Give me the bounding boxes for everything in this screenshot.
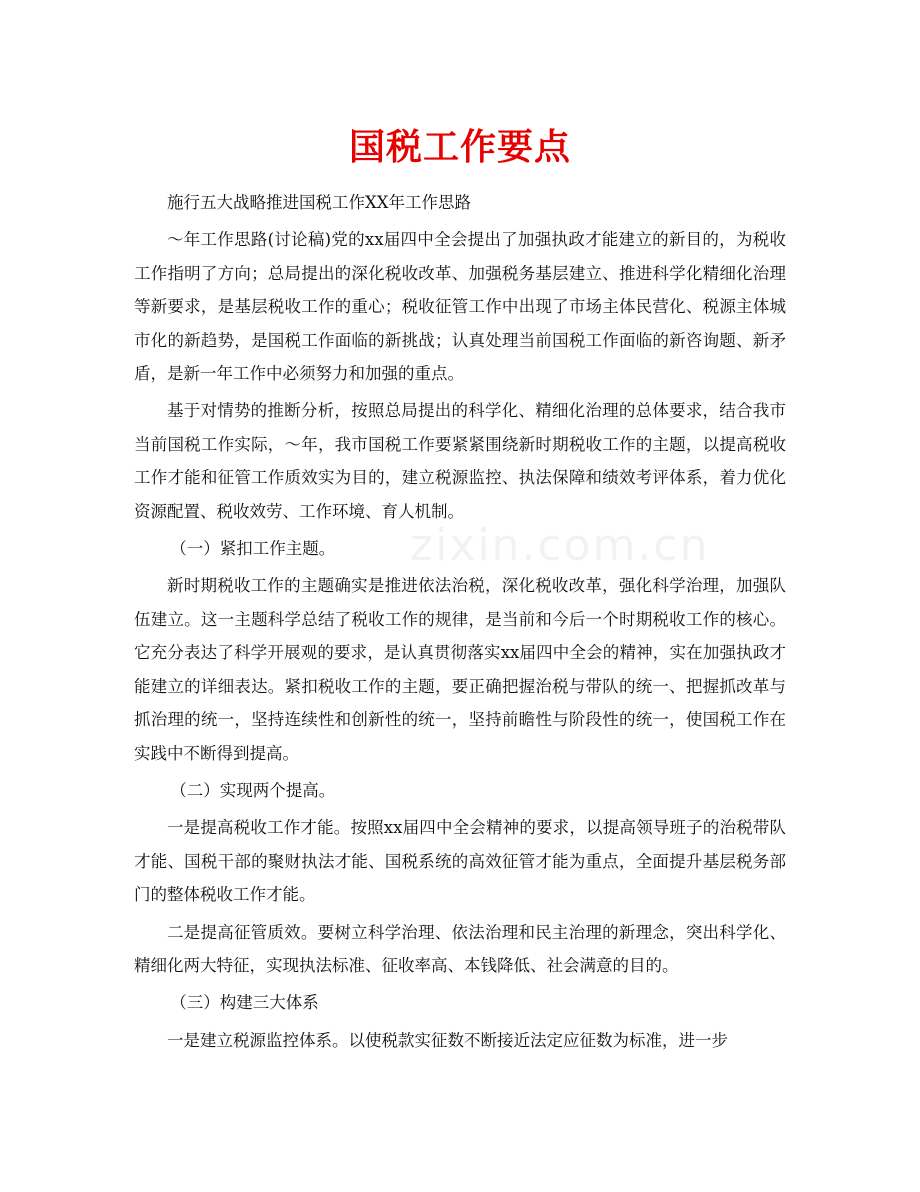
section-heading: （二）实现两个提高。	[170, 780, 336, 800]
paragraph: 新时期税收工作的主题确实是推进依法治税，深化税收改革，强化科学治理，加强队伍建立。这一主题科学总结了税收工作的规律，是当前和今后一个时期税收工作的核心。它充分表达了科学开展观的要求，是认真贯彻落实xx届四中全会的精神，实在加强执政才能建立的详细表达。紧扣税收工作的主题，要正确把握治税与带队的统一、把握抓改革与抓治理的统一，坚持连续性和创新性的统一，坚持前瞻性与阶段性的统一，使国税工作在实践中不断得到提高。	[134, 576, 786, 763]
section-heading: （一）紧扣工作主题。	[170, 539, 336, 559]
paragraph: ～年工作思路(讨论稿)党的xx届四中全会提出了加强执政才能建立的新目的，为税收工作指明了方向；总局提出的深化税收改革、加强税务基层建立、推进科学化精细化治理等新要求，是基层税收工作的重心；税收征管工作中出现了市场主体民营化、税源主体城市化的新趋势，是国税工作面临的新挑战；认真处理当前国税工作面临的新咨询题、新矛盾，是新一年工作中必须努力和加强的重点。	[134, 230, 786, 384]
document-page	[134, 0, 786, 1061]
paragraph: 一是提高税收工作才能。按照xx届四中全会精神的要求，以提高领导班子的治税带队才能、国税干部的聚财执法才能、国税系统的高效征管才能为重点，全面提升基层税务部门的整体税收工作才能。	[134, 818, 786, 905]
paragraph: 基于对情势的推断分析，按照总局提出的科学化、精细化治理的总体要求，结合我市当前国税工作实际，～年，我市国税工作要紧紧围绕新时期税收工作的主题，以提高税收工作才能和征管工作质效实为目的，建立税源监控、执法保障和绩效考评体系，着力优化资源配置、税收效劳、工作环境、育人机制。	[134, 401, 786, 521]
section-heading: （三）构建三大体系	[170, 993, 319, 1013]
paragraph: 一是建立税源监控体系。以使税款实征数不断接近法定应征数为标准，进一步	[167, 1030, 728, 1050]
watermark: zixin.com.cn	[410, 520, 710, 571]
document-title: 国税工作要点	[348, 127, 571, 168]
document-body	[134, 186, 786, 1057]
subtitle-line: 施行五大战略推进国税工作XX年工作思路	[167, 193, 471, 212]
paragraph: 二是提高征管质效。要树立科学治理、依法治理和民主治理的新理念，突出科学化、精细化两大特征，实现执法标准、征收率高、本钱降低、社会满意的目的。	[134, 922, 786, 975]
